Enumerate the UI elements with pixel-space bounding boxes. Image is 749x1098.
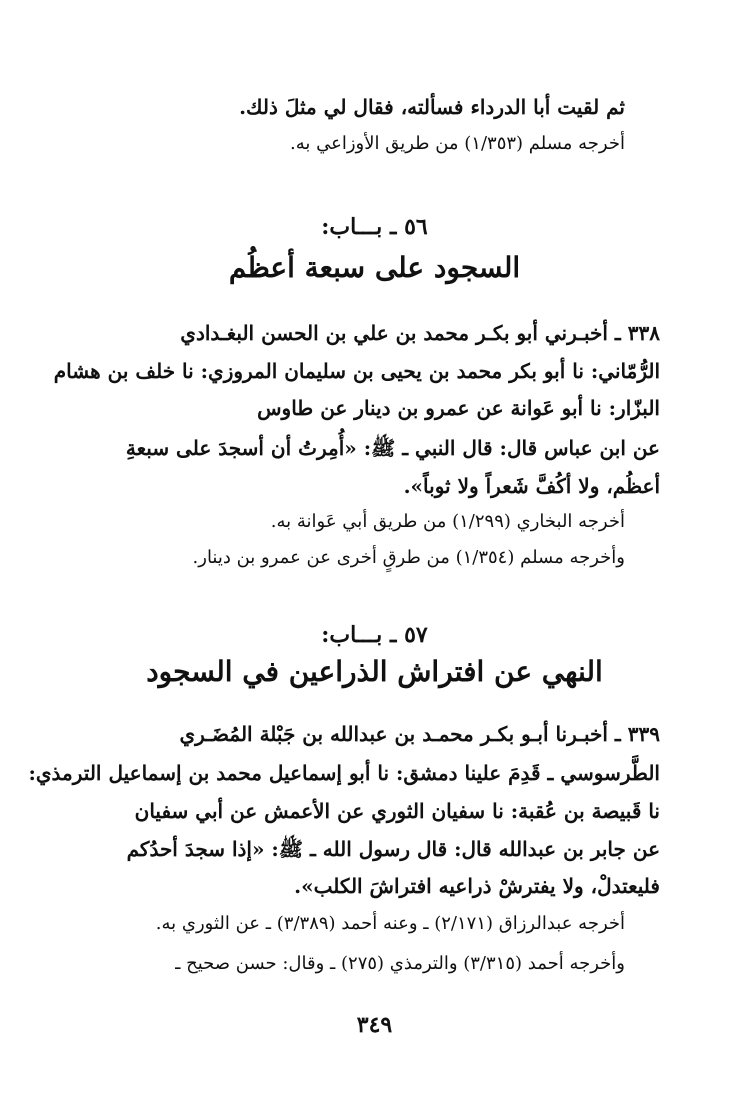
text-line: ثم لقيت أبا الدرداء فسألته، فقال لي مثلَ ذلك. [239, 95, 625, 119]
reference-line: أخرجه مسلم (١/٣٥٣) من طريق الأوزاعي به. [289, 133, 625, 154]
chapter-title: السجود على سبعة أعظُم [228, 251, 521, 284]
reference-line: وأخرجه مسلم (١/٣٥٤) من طرقٍ أخرى عن عمرو بن دينار. [192, 547, 625, 568]
hadith-text-line: الطَّرسوسي ـ قَدِمَ علينا دمشق: نا أبو إسماعيل محمد بن إسماعيل الترمذي: [28, 761, 660, 785]
reference-line: أخرجه عبدالرزاق (٢/١٧١) ـ وعنه أحمد (٣/٣٨٩) ـ عن الثوري به. [155, 913, 625, 934]
chapter-heading-number: ٥٧ ـ بـــاب: [321, 622, 428, 648]
chapter-title: النهي عن افتراش الذراعين في السجود [146, 655, 603, 688]
hadith-text-line: ٣٣٨ ـ أخبـرني أبو بكـر محمد بن علي بن الحسن البغـدادي [180, 321, 660, 345]
hadith-text-line: عن جابر بن عبدالله قال: قال رسول الله ـ ﷺ: «إذا سجدَ أحدُكم [126, 837, 660, 861]
hadith-text-line: ٣٣٩ ـ أخبـرنا أبـو بكـر محمـد بن عبدالله بن جَبْلة المُضَـري [179, 722, 660, 746]
hadith-text-line: أعظُم، ولا أكُفَّ شَعراً ولا ثوباً». [403, 474, 660, 498]
hadith-text-line: الرُّمّاني: نا أبو بكر محمد بن يحيى بن سليمان المروزي: نا خلف بن هشام [53, 359, 660, 383]
reference-line: وأخرجه أحمد (٣/٣١٥) والترمذي (٢٧٥) ـ وقال: حسن صحيح ـ [175, 953, 625, 974]
reference-line: أخرجه البخاري (١/٢٩٩) من طريق أبي عَوانة به. [270, 511, 625, 532]
hadith-text-line: عن ابن عباس قال: قال النبي ـ ﷺ: «أُمِرتُ أن أسجدَ على سبعةِ [125, 436, 660, 460]
page-number: ٣٤٩ [356, 1012, 393, 1038]
chapter-heading-number: ٥٦ ـ بـــاب: [321, 214, 428, 240]
hadith-text-line: نا قَبيصة بن عُقبة: نا سفيان الثوري عن الأعمش عن أبي سفيان [134, 799, 660, 823]
hadith-text-line: البزّار: نا أبو عَوانة عن عمرو بن دينار عن طاوس [257, 396, 660, 420]
hadith-text-line: فليعتدلْ، ولا يفترشْ ذراعيه افتراشَ الكلب». [294, 874, 660, 898]
